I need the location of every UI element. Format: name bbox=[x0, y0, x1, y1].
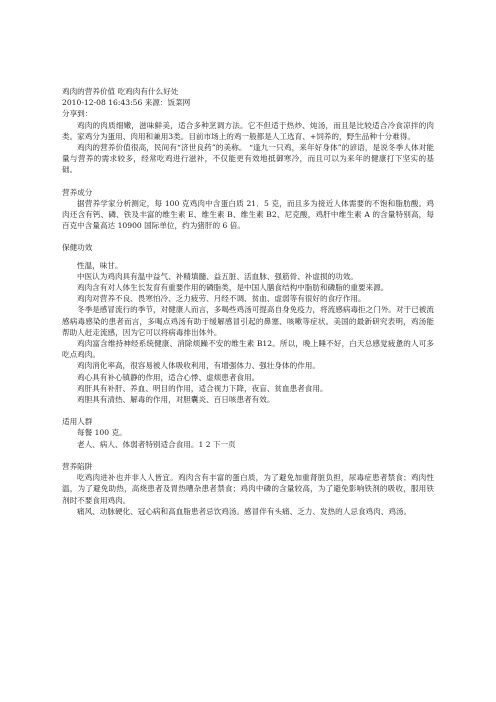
caution-item: 痛风、动脉硬化、冠心病和高血脂患者忌饮鸡汤。感冒伴有头痛、乏力、发热的人忌食鸡肉、鸡汤。 bbox=[77, 506, 412, 516]
effects-item: 鸡肉富含维持神经系统健康、消除烦躁不安的维生素 B12。所以，晚上睡不好，白天总感觉疲惫的人可多吃点鸡肉。 bbox=[62, 339, 434, 360]
section-heading-caution: 营养陷阱 bbox=[62, 461, 93, 471]
article bbox=[62, 86, 434, 517]
effects-item: 鸡肉消化率高，很容易被人体吸收利用，有增强体力、强壮身体的作用。 bbox=[77, 361, 320, 371]
effects-item: 性温，味甘。 bbox=[77, 260, 123, 270]
pagination[interactable]: 老人、病人、体弱者特别适合食用。1 2 下一页 bbox=[77, 439, 236, 449]
effects-item: 鸡心具有补心镇静的作用，适合心悸、虚烦患者食用。 bbox=[77, 372, 260, 382]
effects-item: 鸡肝具有补肝、养血、明目的作用，适合视力下降，夜盲、贫血患者食用。 bbox=[77, 383, 328, 393]
suitable-item: 每餐 100 克。 bbox=[77, 428, 127, 438]
article-meta: 2010-12-08 16:43:56 来源：饭菜网 bbox=[62, 98, 191, 108]
article-title: 鸡肉的营养价值 吃鸡肉有什么好处 bbox=[62, 87, 179, 96]
effects-item: 中医认为鸡肉具有温中益气、补精填髓、益五脏、活血脉、强筋骨、补虚损的功效。 bbox=[77, 271, 358, 281]
section-heading-nutrition: 营养成分 bbox=[62, 187, 93, 197]
nutrition-paragraph: 据营养学家分析测定，每 100 克鸡肉中含蛋白质 21．5 克，而且多为接近人体需要的不饱和脂肪酸。鸡肉还含有钙、磷、铁及丰富的维生素 E、维生素 B、维生素 B2、尼克酸，鸡肝中维生素 A 的含量特别高，每百克中含量高达 10900 国际单位，约为猪肝的 6 倍。 bbox=[62, 198, 434, 231]
effects-item: 冬季是感冒流行的季节，对健康人而言，多喝些鸡汤可提高自身免疫力，将流感病毒拒之门外。对于已被流感病毒感染的患者而言，多喝点鸡汤有助于缓解感冒引起的鼻塞、咳嗽等症状。美国的最新研究表明，鸡汤能帮助人赶走流感，因为它可以将病毒排出体外。 bbox=[62, 305, 434, 337]
share-link[interactable]: 分享到： bbox=[62, 109, 93, 119]
effects-item: 鸡肉含有对人体生长发育有重要作用的磷脂类，是中国人膳食结构中脂肪和磷脂的重要来源。 bbox=[77, 283, 389, 293]
section-heading-effects: 保健功效 bbox=[62, 243, 93, 253]
intro-paragraph: 鸡肉的肉质细嫩，滋味鲜美，适合多种烹调方法。它不但适于热炒、炖汤，而且是比较适合冷食凉拌的肉类。家鸡分为蛋用、肉用和兼用3类。目前市场上的鸡一般都是人工选育、+饲养的，野生品种十分难得。 bbox=[62, 120, 434, 141]
effects-item: 鸡肉对营养不良、畏寒怕冷、乏力疲劳、月经不调、贫血、虚弱等有很好的食疗作用。 bbox=[77, 294, 366, 304]
caution-item: 吃鸡肉进补也并非人人皆宜。鸡肉含有丰富的蛋白质，为了避免加重肾脏负担，尿毒症患者禁食；鸡肉性温，为了避免助热，高烧患者及胃热嘈杂患者禁食；鸡肉中磷的含量较高，为了避免影响铁剂的吸收，服用铁剂时不要食用鸡肉。 bbox=[62, 473, 434, 505]
effects-item: 鸡胆具有清热、解毒的作用，对胆囊炎、百日咳患者有效。 bbox=[77, 395, 275, 405]
section-heading-suitable: 适用人群 bbox=[62, 417, 93, 427]
intro-paragraph: 鸡肉的营养价值很高，民间有“济世良药”的美称。 “逢九一只鸡，来年好身体”的谚语，是说冬季人体对能量与营养的需求较多，经常吃鸡进行滋补，不仅能更有效地抵御寒冷，而且可以为来年的健康打下坚实的基础。 bbox=[62, 143, 434, 175]
